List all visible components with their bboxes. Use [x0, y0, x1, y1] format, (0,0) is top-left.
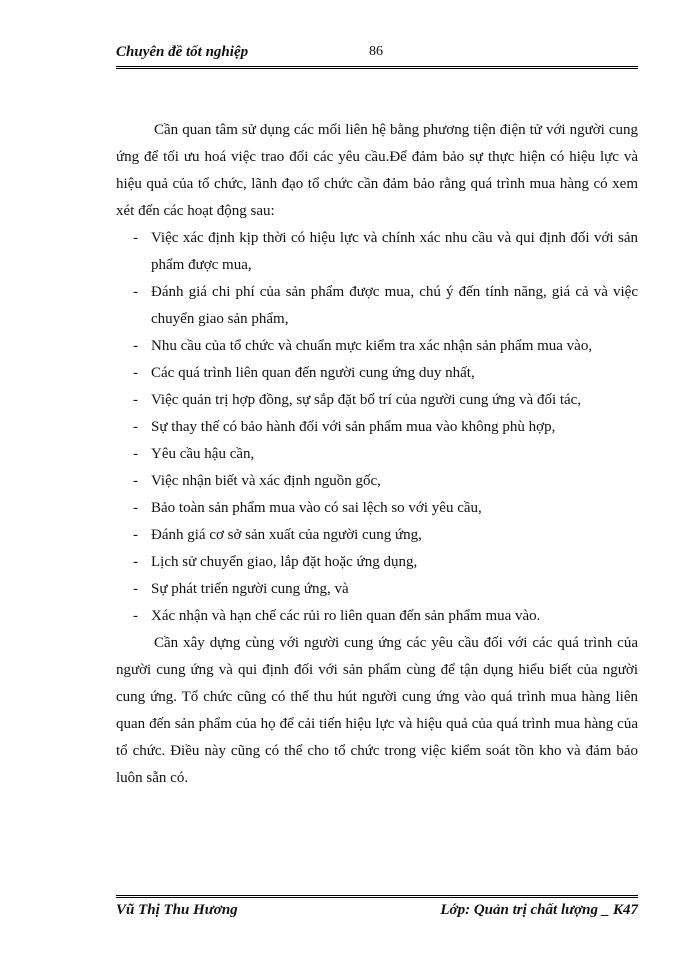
- bullet-text: Việc quản trị hợp đồng, sự sắp đặt bố trí của người cung ứng và đối tác,: [151, 392, 582, 408]
- bullet-text: Lịch sử chuyển giao, lắp đặt hoặc ứng dụng,: [151, 554, 418, 570]
- bullet-text: Đánh giá chi phí của sản phẩm được mua, chú ý đến tính năng, giá cả và việc chuyển giao sản phẩm,: [151, 284, 638, 327]
- bullet-item: [116, 414, 638, 441]
- bullet-item: [116, 549, 638, 576]
- bullet-item: [116, 387, 638, 414]
- bullet-item: [116, 495, 638, 522]
- bullet-text: Các quá trình liên quan đến người cung ứng duy nhất,: [151, 365, 475, 381]
- bullet-text: Yêu cầu hậu cần,: [151, 446, 255, 462]
- bullet-text: Nhu cầu của tổ chức và chuẩn mực kiểm tra xác nhận sản phẩm mua vào,: [151, 338, 593, 354]
- closing-paragraph: Cần xây dựng cùng với người cung ứng các yêu cầu đối với các quá trình của người cung ứng và qui định đối với sản phẩm cùng để tận dụng hiểu biết của người cung ứng. Tổ chức cũng có thể thu hút người cung ứng vào quá trình mua hàng liên quan đến sản phẩm của họ để cải tiến hiệu lực và hiệu quả của quá trình mua hàng của tổ chức. Điều này cũng có thể cho tổ chức trong việc kiểm soát tồn kho và đảm bảo luôn sẵn có.: [116, 635, 638, 786]
- bullet-dash-icon: -: [133, 230, 138, 246]
- bullet-item: [116, 279, 638, 333]
- bullet-text: Việc xác định kịp thời có hiệu lực và chính xác nhu cầu và qui định đối với sản phẩm được mua,: [151, 230, 638, 273]
- bullet-text: Xác nhận và hạn chế các rủi ro liên quan đến sản phẩm mua vào.: [151, 608, 541, 624]
- bullet-item: [116, 603, 638, 630]
- bullet-item: [116, 333, 638, 360]
- page-footer: [116, 895, 638, 922]
- bullet-dash-icon: -: [133, 500, 138, 516]
- bullet-item: [116, 576, 638, 603]
- bullet-item: [116, 468, 638, 495]
- bullet-dash-icon: -: [133, 473, 138, 489]
- bullet-dash-icon: -: [133, 392, 138, 408]
- author-name: Vũ Thị Thu Hương: [116, 902, 238, 918]
- page-number: 86: [369, 44, 383, 59]
- bullet-text: Việc nhận biết và xác định nguồn gốc,: [151, 473, 381, 489]
- bullet-dash-icon: -: [133, 608, 138, 624]
- bullet-dash-icon: -: [133, 446, 138, 462]
- bullet-text: Bảo toàn sản phẩm mua vào có sai lệch so với yêu cầu,: [151, 500, 482, 516]
- page-header: [116, 44, 638, 69]
- document-title: Chuyên đề tốt nghiệp: [116, 44, 249, 60]
- bullet-dash-icon: -: [133, 284, 138, 300]
- bullet-item: [116, 225, 638, 279]
- bullet-item: [116, 360, 638, 387]
- bullet-list: [116, 225, 638, 630]
- page-content: [116, 117, 638, 792]
- intro-paragraph: Cần quan tâm sử dụng các mối liên hệ bằng phương tiện điện tử với người cung ứng để tối ưu hoá việc trao đổi các yêu cầu.Để đảm bảo sự thực hiện có hiệu lực và hiệu quả của tổ chức, lãnh đạo tổ chức cần đảm bảo rằng quá trình mua hàng có xem xét đến các hoạt động sau:: [116, 122, 638, 219]
- bullet-dash-icon: -: [133, 365, 138, 381]
- bullet-text: Sự phát triển người cung ứng, và: [151, 581, 349, 597]
- bullet-text: Đánh giá cơ sở sản xuất của người cung ứng,: [151, 527, 422, 543]
- bullet-item: [116, 522, 638, 549]
- bullet-text: Sự thay thế có bảo hành đối với sản phẩm mua vào không phù hợp,: [151, 419, 556, 435]
- bullet-dash-icon: -: [133, 581, 138, 597]
- bullet-dash-icon: -: [133, 338, 138, 354]
- bullet-dash-icon: -: [133, 554, 138, 570]
- bullet-dash-icon: -: [133, 527, 138, 543]
- bullet-item: [116, 441, 638, 468]
- bullet-dash-icon: -: [133, 419, 138, 435]
- class-label: Lớp: Quản trị chất lượng _ K47: [440, 902, 638, 918]
